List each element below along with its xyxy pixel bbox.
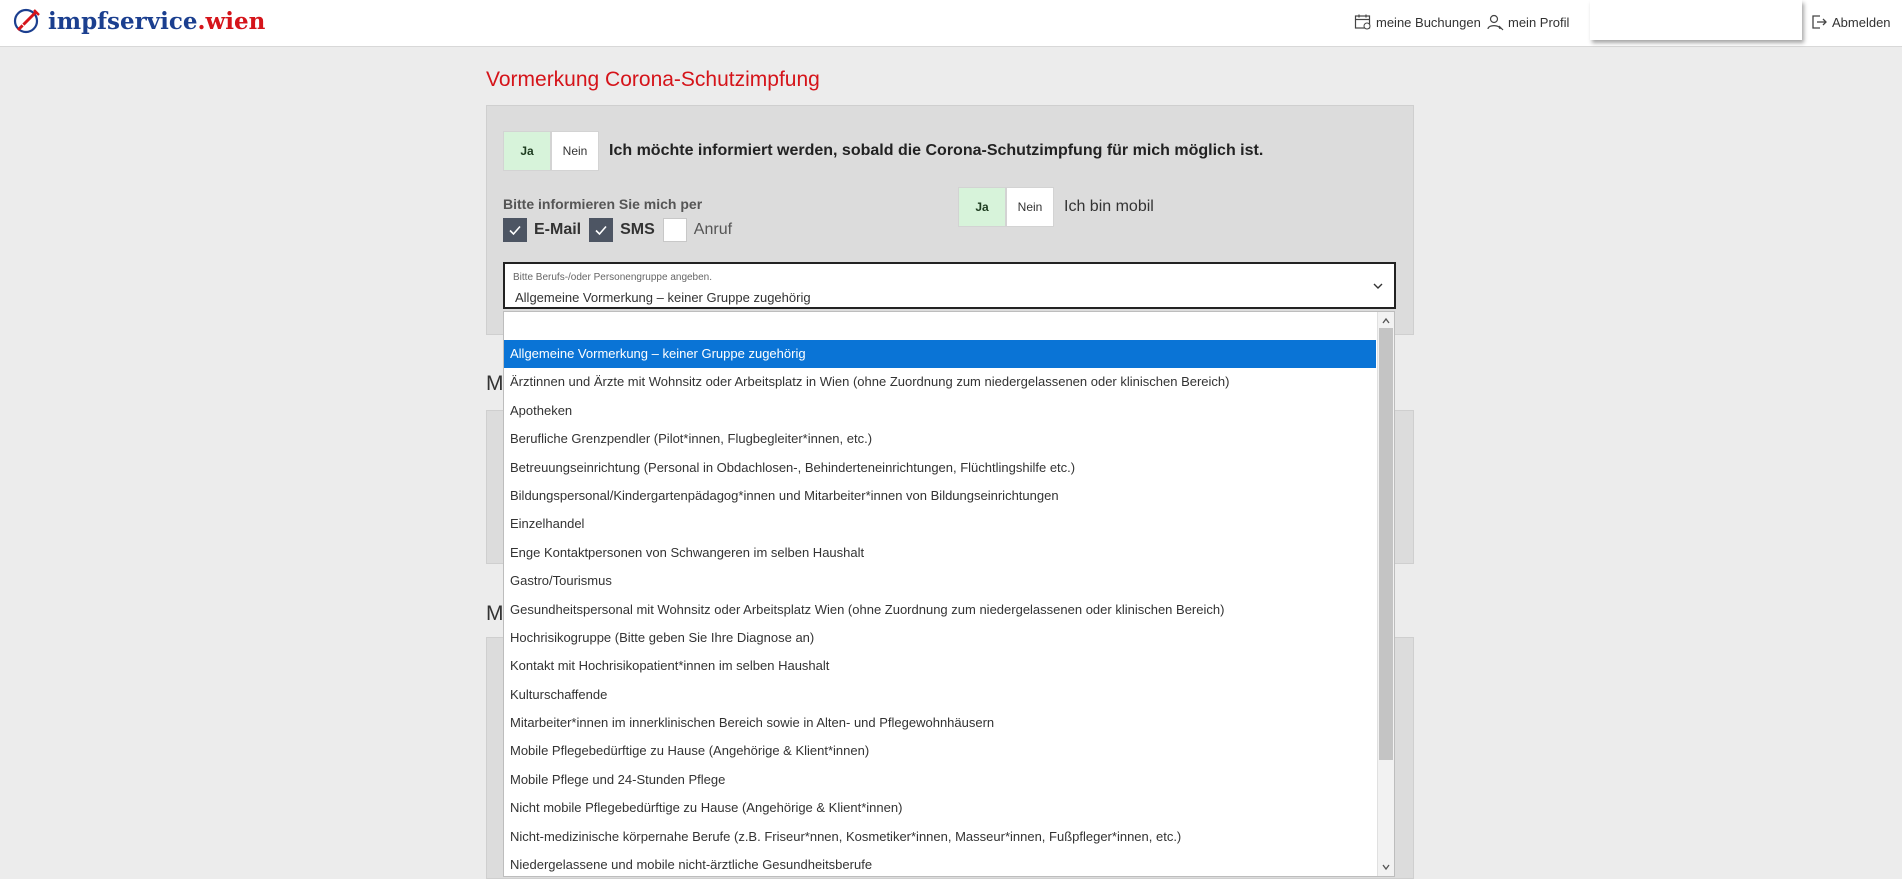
- dropdown-option[interactable]: Apotheken: [510, 402, 573, 418]
- logo-text: impfservice.wien: [48, 7, 266, 35]
- dropdown-scrollbar[interactable]: [1377, 312, 1394, 876]
- nav-profile-label: mein Profil: [1508, 14, 1570, 30]
- dropdown-option[interactable]: Ärztinnen und Ärzte mit Wohnsitz oder Arbeitsplatz in Wien (ohne Zuordnung zum niedergelassenen oder klinischen Bereich): [510, 374, 1230, 390]
- dropdown-option[interactable]: Kulturschaffende: [510, 686, 608, 702]
- app-header: [0, 0, 1902, 47]
- logout-icon: [1810, 13, 1828, 31]
- notify-yes-option[interactable]: Ja: [503, 131, 551, 171]
- scroll-up-arrow-icon[interactable]: [1381, 316, 1391, 326]
- email-checkbox[interactable]: [503, 218, 527, 242]
- email-checkbox-label: E-Mail: [534, 221, 582, 238]
- dropdown-option[interactable]: Mitarbeiter*innen im innerklinischen Bereich sowie in Alten- und Pflegewohnhäusern: [510, 715, 995, 731]
- group-select-value: Allgemeine Vormerkung – keiner Gruppe zugehörig: [515, 290, 811, 305]
- syringe-logo-icon: [12, 6, 42, 36]
- mobile-yes-option[interactable]: Ja: [958, 187, 1006, 227]
- scroll-down-arrow-icon[interactable]: [1381, 862, 1391, 872]
- checkmark-icon: [507, 222, 523, 238]
- page-title: Vormerkung Corona-Schutzimpfung: [486, 68, 820, 91]
- dropdown-option[interactable]: Nicht-medizinische körpernahe Berufe (z.B. Friseur*nnen, Kosmetiker*innen, Masseur*innen, Fußpfleger*innen, etc.): [510, 828, 1182, 844]
- nav-profile[interactable]: [1486, 13, 1569, 31]
- sms-checkbox-label: SMS: [620, 221, 655, 238]
- checkmark-icon: [593, 222, 609, 238]
- call-checkbox[interactable]: [663, 218, 687, 242]
- call-checkbox-label: Anruf: [693, 221, 733, 238]
- scrollbar-thumb[interactable]: [1379, 328, 1393, 760]
- chevron-down-icon: [1372, 280, 1384, 292]
- nav-bookings-label: meine Buchungen: [1376, 14, 1481, 30]
- mobile-no-option[interactable]: Nein: [1006, 187, 1054, 227]
- dropdown-option[interactable]: Einzelhandel: [510, 516, 585, 532]
- dropdown-option[interactable]: Mobile Pflegebedürftige zu Hause (Angehörige & Klient*innen): [510, 743, 870, 759]
- dropdown-option[interactable]: Betreuungseinrichtung (Personal in Obdachlosen-, Behinderteneinrichtungen, Flüchtlingshilfe etc.): [510, 459, 1076, 475]
- user-icon: [1486, 13, 1504, 31]
- dropdown-options: [504, 340, 1394, 877]
- dropdown-option[interactable]: Hochrisikogruppe (Bitte geben Sie Ihre Diagnose an): [510, 629, 815, 645]
- dropdown-option[interactable]: Allgemeine Vormerkung – keiner Gruppe zugehörig: [504, 340, 1376, 368]
- dropdown-option[interactable]: Mobile Pflege und 24-Stunden Pflege: [510, 771, 726, 787]
- nav-logout-label: Abmelden: [1832, 14, 1891, 30]
- section-heading-2: M: [486, 372, 504, 395]
- group-dropdown-list: [503, 311, 1395, 877]
- notify-no-option[interactable]: Nein: [551, 131, 599, 171]
- header-popup-box: [1590, 0, 1802, 40]
- dropdown-option[interactable]: Gesundheitspersonal mit Wohnsitz oder Arbeitsplatz Wien (ohne Zuordnung zum niedergelassenen oder klinischen Bereich): [510, 601, 1225, 617]
- mobile-text: Ich bin mobil: [1064, 198, 1154, 215]
- mobile-toggle: [958, 187, 1054, 227]
- sms-checkbox[interactable]: [589, 218, 613, 242]
- group-select-label: Bitte Berufs-/oder Personengruppe angeben.: [513, 272, 713, 283]
- dropdown-option[interactable]: Niedergelassene und mobile nicht-ärztliche Gesundheitsberufe: [510, 857, 873, 873]
- nav-logout[interactable]: [1810, 13, 1891, 31]
- notify-toggle: [503, 131, 599, 171]
- dropdown-option[interactable]: Bildungspersonal/Kindergartenpädagog*innen und Mitarbeiter*innen von Bildungseinrichtungen: [510, 487, 1059, 503]
- nav-bookings[interactable]: [1354, 13, 1481, 31]
- dropdown-option[interactable]: Gastro/Tourismus: [510, 573, 612, 589]
- group-select[interactable]: [503, 262, 1396, 309]
- calendar-icon: [1354, 13, 1372, 31]
- inform-channel-label: Bitte informieren Sie mich per: [503, 196, 703, 212]
- dropdown-blank-option[interactable]: [504, 312, 1394, 340]
- dropdown-option[interactable]: Kontakt mit Hochrisikopatient*innen im selben Haushalt: [510, 658, 830, 674]
- dropdown-option[interactable]: Enge Kontaktpersonen von Schwangeren im selben Haushalt: [510, 544, 865, 560]
- section-heading-3: M: [486, 602, 504, 625]
- dropdown-option[interactable]: Nicht mobile Pflegebedürftige zu Hause (Angehörige & Klient*innen): [510, 800, 903, 816]
- notify-text: Ich möchte informiert werden, sobald die Corona-Schutzimpfung für mich möglich ist.: [609, 142, 1264, 159]
- logo[interactable]: [12, 6, 265, 36]
- channel-checkboxes: [503, 218, 740, 242]
- dropdown-option[interactable]: Berufliche Grenzpendler (Pilot*innen, Flugbegleiter*innen, etc.): [510, 431, 873, 447]
